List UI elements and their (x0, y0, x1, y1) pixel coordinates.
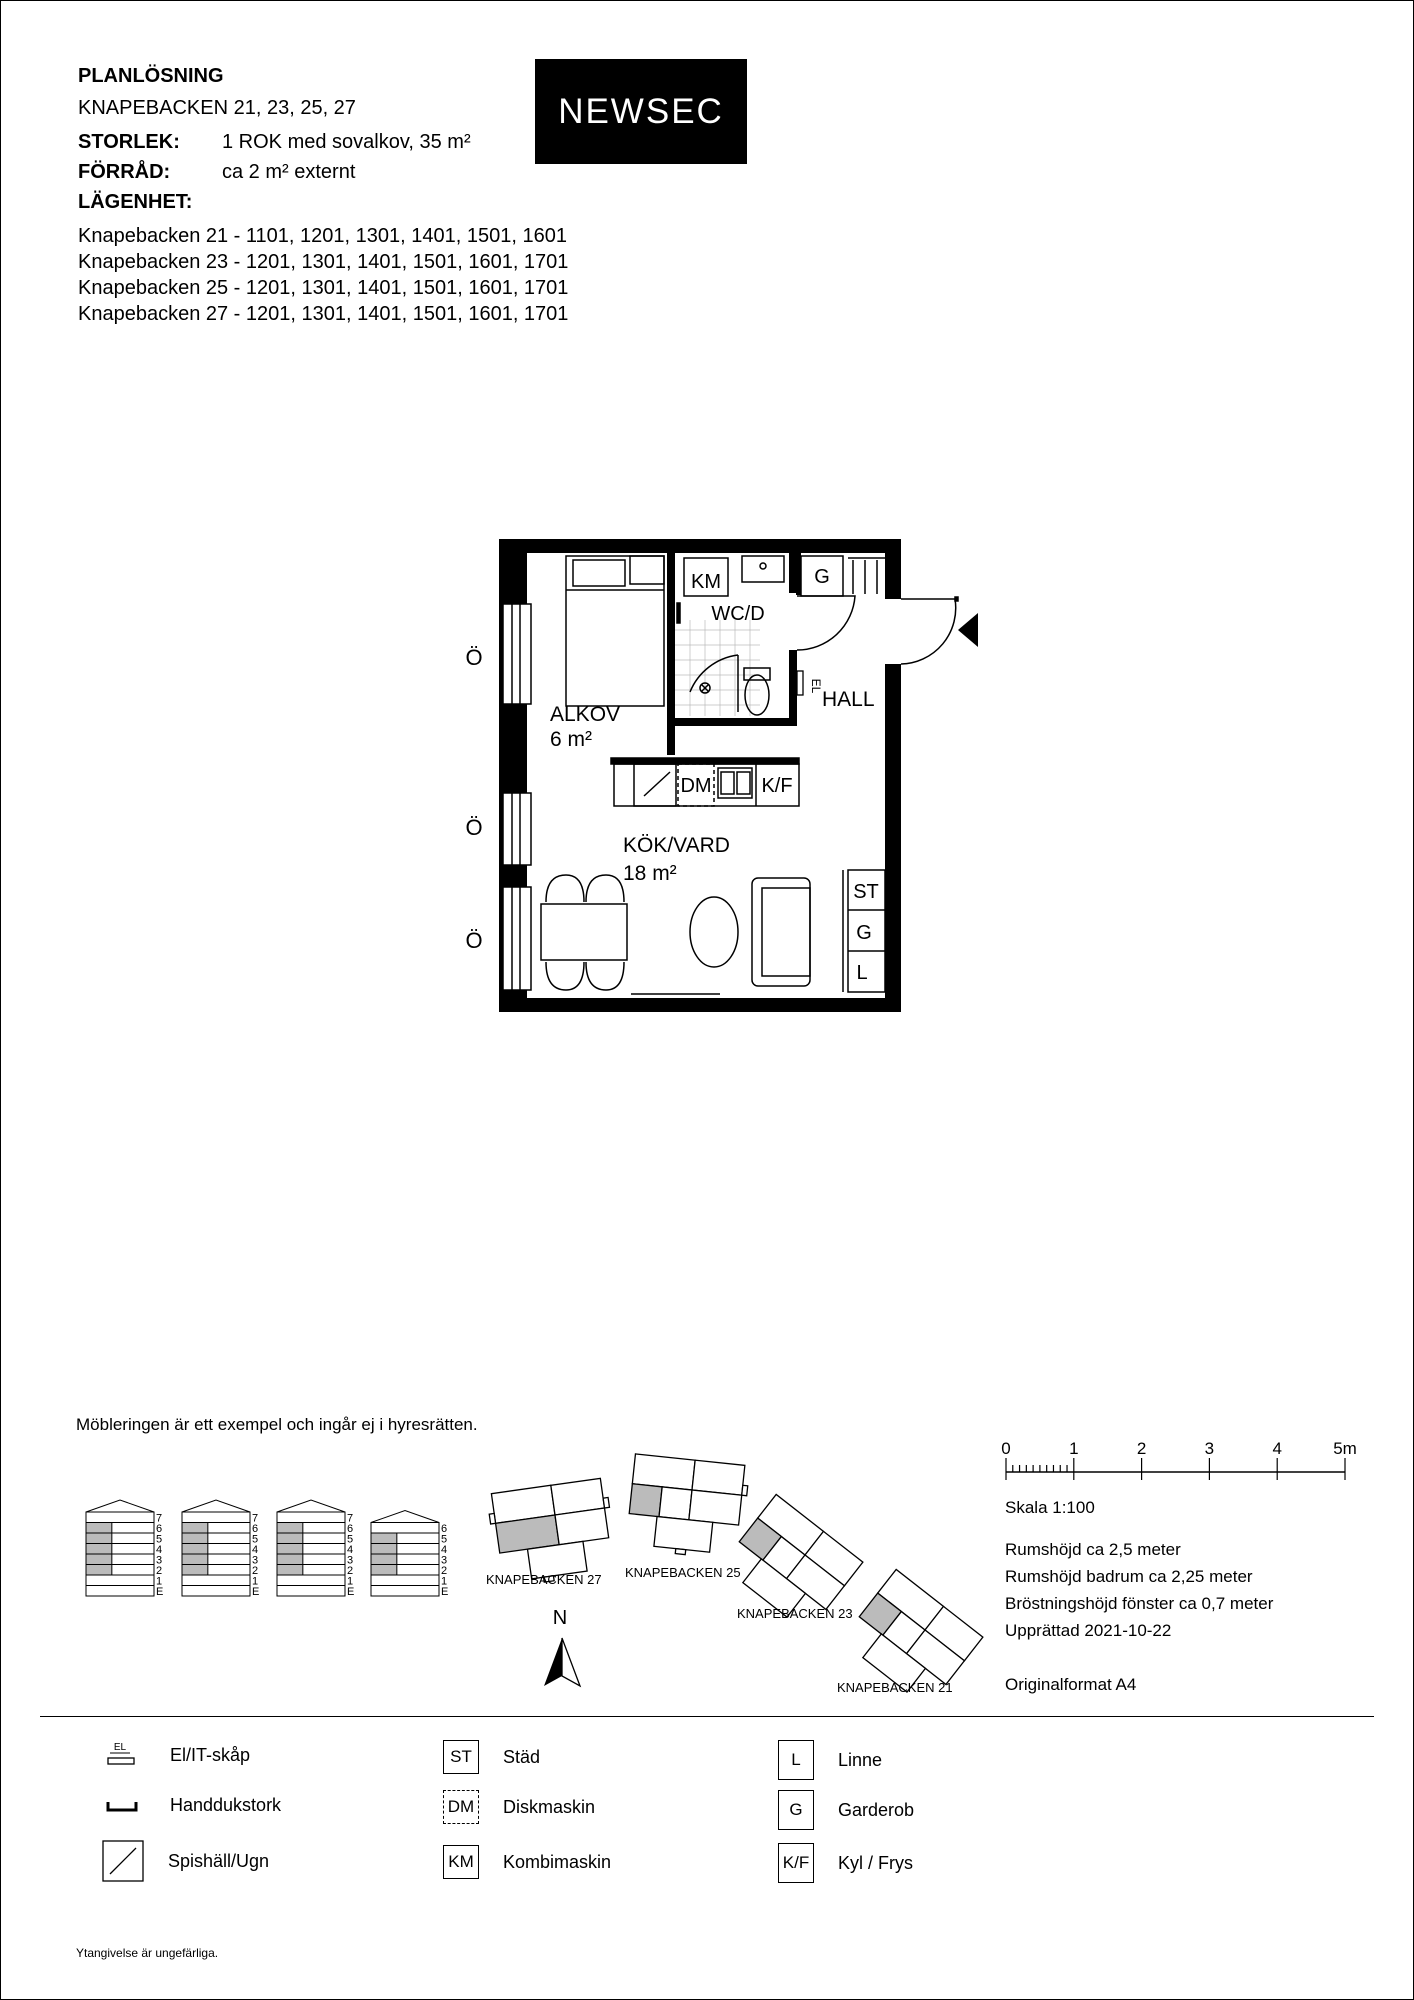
apartment-highlight (277, 1533, 303, 1544)
scale-label: Skala 1:100 (1005, 1498, 1095, 1517)
building-label: KNAPEBACKEN 25 (625, 1565, 741, 1580)
legend-item (443, 1790, 595, 1824)
legend-label: Diskmaskin (503, 1796, 596, 1817)
legend-item (443, 1740, 540, 1774)
legend-code-box: DM (443, 1790, 479, 1824)
info-line: Rumshöjd badrum ca 2,25 meter (1005, 1567, 1253, 1586)
sofa (752, 878, 810, 986)
storage-value: ca 2 m² externt (222, 161, 356, 183)
apartment-line: Knapebacken 23 - 1201, 1301, 1401, 1501, 1601, 1701 (78, 251, 569, 273)
floor-number: 5 (156, 1533, 163, 1546)
scale-tick-label: 1 (1069, 1439, 1079, 1458)
apartment-highlight (86, 1565, 112, 1576)
apartment-highlight (182, 1533, 208, 1544)
apartment-highlight (277, 1554, 303, 1565)
floor-band (86, 1586, 154, 1597)
building-elevation (86, 1500, 163, 1598)
floor-number: 1 (252, 1575, 259, 1588)
hall-label: HALL (822, 688, 875, 711)
apartment-highlight (182, 1544, 208, 1555)
apartment-line: Knapebacken 27 - 1201, 1301, 1401, 1501, 1601, 1701 (78, 303, 569, 325)
apartment-highlight (371, 1544, 397, 1555)
floor-band (371, 1586, 439, 1597)
floor-number: 6 (156, 1523, 163, 1535)
scale-tick-label: 4 (1272, 1439, 1282, 1458)
floor-number: 2 (441, 1565, 448, 1577)
el-cabinet-icon (104, 1740, 140, 1770)
floor-number: 1 (441, 1575, 448, 1588)
address: KNAPEBACKEN 21, 23, 25, 27 (78, 97, 356, 119)
furniture-note: Möbleringen är ett exempel och ingår ej i hyresrätten. (76, 1415, 478, 1434)
floor-number: 3 (441, 1554, 448, 1567)
apartment-line: Knapebacken 25 - 1201, 1301, 1401, 1501, 1601, 1701 (78, 277, 569, 299)
floor-band (277, 1586, 345, 1597)
floor-number: 7 (156, 1512, 163, 1525)
apartment-highlight (86, 1533, 112, 1544)
legend-code-box: KM (443, 1845, 479, 1879)
floor-number: 4 (252, 1544, 259, 1556)
floor-number: E (156, 1586, 164, 1598)
floor-number: 7 (347, 1512, 354, 1525)
apartment-highlight (182, 1565, 208, 1576)
floor-number: 2 (252, 1565, 259, 1577)
entrance-arrow (958, 613, 978, 647)
building-label: KNAPEBACKEN 27 (486, 1572, 602, 1587)
building-elevations (0, 1480, 470, 1620)
kf-label: K/F (761, 775, 793, 797)
floor-number: E (441, 1586, 449, 1598)
bathroom-walls (667, 553, 801, 755)
building-roof (182, 1500, 250, 1512)
apartment-highlight (371, 1533, 397, 1544)
legend-code-box: K/F (778, 1843, 814, 1883)
apartment-label: LÄGENHET: (78, 191, 193, 213)
floor-band (182, 1512, 250, 1523)
rug (690, 897, 738, 967)
size-label: STORLEK: (78, 131, 180, 153)
svg-text:EL: EL (113, 1742, 127, 1753)
alkov-name: ALKOV (550, 703, 621, 726)
floor-band (371, 1523, 439, 1534)
apartment-line: Knapebacken 21 - 1101, 1201, 1301, 1401, 1501, 1601 (78, 225, 567, 247)
legend-label: Garderob (838, 1799, 915, 1820)
floor-number: 6 (441, 1523, 448, 1535)
legend-label: Städ (503, 1746, 541, 1767)
newsec-logo: NEWSEC (535, 59, 747, 164)
legend-label: Linne (838, 1749, 883, 1770)
floor-band (86, 1512, 154, 1523)
scale-bar (990, 1436, 1380, 1486)
storage-label: FÖRRÅD: (78, 161, 171, 183)
plan-title: PLANLÖSNING (78, 65, 224, 87)
building-elevation (371, 1511, 448, 1599)
floor-number: 5 (347, 1533, 354, 1546)
apartment-highlight (277, 1544, 303, 1555)
building-elevation (182, 1500, 259, 1598)
legend-item (443, 1845, 611, 1879)
windows (503, 604, 531, 990)
floor-number: 2 (347, 1565, 354, 1577)
floor-number: 1 (156, 1575, 163, 1588)
towel-rail-icon (104, 1796, 140, 1816)
l-label: L (856, 962, 868, 984)
window-mark: Ö (465, 815, 483, 840)
floor-number: 2 (156, 1565, 163, 1577)
floor-band (182, 1586, 250, 1597)
legend-code-box: ST (443, 1740, 479, 1774)
legend-divider (40, 1716, 1374, 1717)
apartment-highlight (182, 1523, 208, 1534)
bed (566, 556, 664, 706)
floor-number: 4 (156, 1544, 163, 1556)
bathroom-door (797, 596, 855, 650)
floor-number: E (347, 1586, 355, 1598)
floor-number: 1 (347, 1575, 354, 1588)
info-line: Rumshöjd ca 2,5 meter (1005, 1540, 1181, 1559)
floor-band (277, 1512, 345, 1523)
floor-number: E (252, 1586, 260, 1598)
kok-name: KÖK/VARD (623, 834, 730, 857)
dm-label: DM (680, 775, 712, 797)
building-footprint (626, 1454, 750, 1561)
alkov-area: 6 m² (550, 728, 592, 751)
floor-number: 6 (347, 1523, 354, 1535)
floor-number: 4 (347, 1544, 354, 1556)
legend-label: Kombimaskin (503, 1851, 612, 1872)
apartment-highlight (371, 1554, 397, 1565)
legend-item (104, 1740, 250, 1770)
building-roof (371, 1511, 439, 1523)
legend-label: Handdukstork (170, 1795, 282, 1815)
floor-band (371, 1575, 439, 1586)
floor-number: 5 (441, 1533, 448, 1546)
floor-number: 3 (347, 1554, 354, 1567)
el-label: EL (809, 678, 823, 694)
apartment-highlight (86, 1544, 112, 1555)
legend-label: Kyl / Frys (838, 1852, 913, 1873)
apartment-highlight (86, 1523, 112, 1534)
floor-band (182, 1575, 250, 1586)
floor-number: 3 (156, 1554, 163, 1567)
legend-item (104, 1795, 281, 1816)
kok-area: 18 m² (623, 862, 677, 885)
apartment-highlight (86, 1554, 112, 1565)
svg-text:N: N (552, 1607, 568, 1629)
wc-label: WC/D (711, 603, 765, 625)
building-roof (86, 1500, 154, 1512)
scale-tick-label: 2 (1136, 1439, 1147, 1458)
floor-number: 5 (252, 1533, 259, 1546)
el-cabinet (797, 671, 803, 695)
north-arrow-icon (538, 1602, 588, 1692)
scale-tick-label: 5m (1333, 1439, 1357, 1458)
legend-code-box: L (778, 1740, 814, 1780)
g-label: G (856, 922, 872, 944)
legend-item (778, 1740, 882, 1780)
g-label: G (814, 566, 830, 588)
window-mark: Ö (465, 645, 483, 670)
building-label: KNAPEBACKEN 23 (737, 1606, 853, 1621)
info-line: Upprättad 2021-10-22 (1005, 1621, 1172, 1640)
scale-tick-label: 3 (1204, 1439, 1215, 1458)
floor-number: 7 (252, 1512, 259, 1525)
stove-icon (102, 1840, 144, 1882)
legend-code-box: G (778, 1790, 814, 1830)
legend-item (778, 1790, 914, 1830)
building-label: KNAPEBACKEN 21 (837, 1680, 953, 1695)
legend-item (102, 1840, 269, 1882)
legend-label: El/IT-skåp (170, 1744, 251, 1765)
apartment-highlight (182, 1554, 208, 1565)
size-value: 1 ROK med sovalkov, 35 m² (222, 131, 471, 153)
scale-tick-label: 0 (1001, 1439, 1011, 1458)
km-label: KM (691, 571, 721, 593)
dining-set (541, 875, 627, 990)
st-label: ST (853, 881, 879, 903)
apartment-highlight (277, 1523, 303, 1534)
floor-number: 6 (252, 1523, 259, 1535)
info-line: Bröstningshöjd fönster ca 0,7 meter (1005, 1594, 1274, 1613)
floor-number: 4 (441, 1544, 448, 1556)
legend-label: Spishäll/Ugn (168, 1850, 270, 1871)
apartment-highlight (371, 1565, 397, 1576)
floor-band (277, 1575, 345, 1586)
floor-band (86, 1575, 154, 1586)
apartment-highlight (277, 1565, 303, 1576)
floor-number: 3 (252, 1554, 259, 1567)
building-elevation (277, 1500, 354, 1598)
entrance-door (901, 597, 958, 664)
legend-item (778, 1843, 913, 1883)
original-format: Originalformat A4 (1005, 1675, 1137, 1694)
building-roof (277, 1500, 345, 1512)
footer-note: Ytangivelse är ungefärliga. (76, 1946, 219, 1960)
window-mark: Ö (465, 928, 483, 953)
